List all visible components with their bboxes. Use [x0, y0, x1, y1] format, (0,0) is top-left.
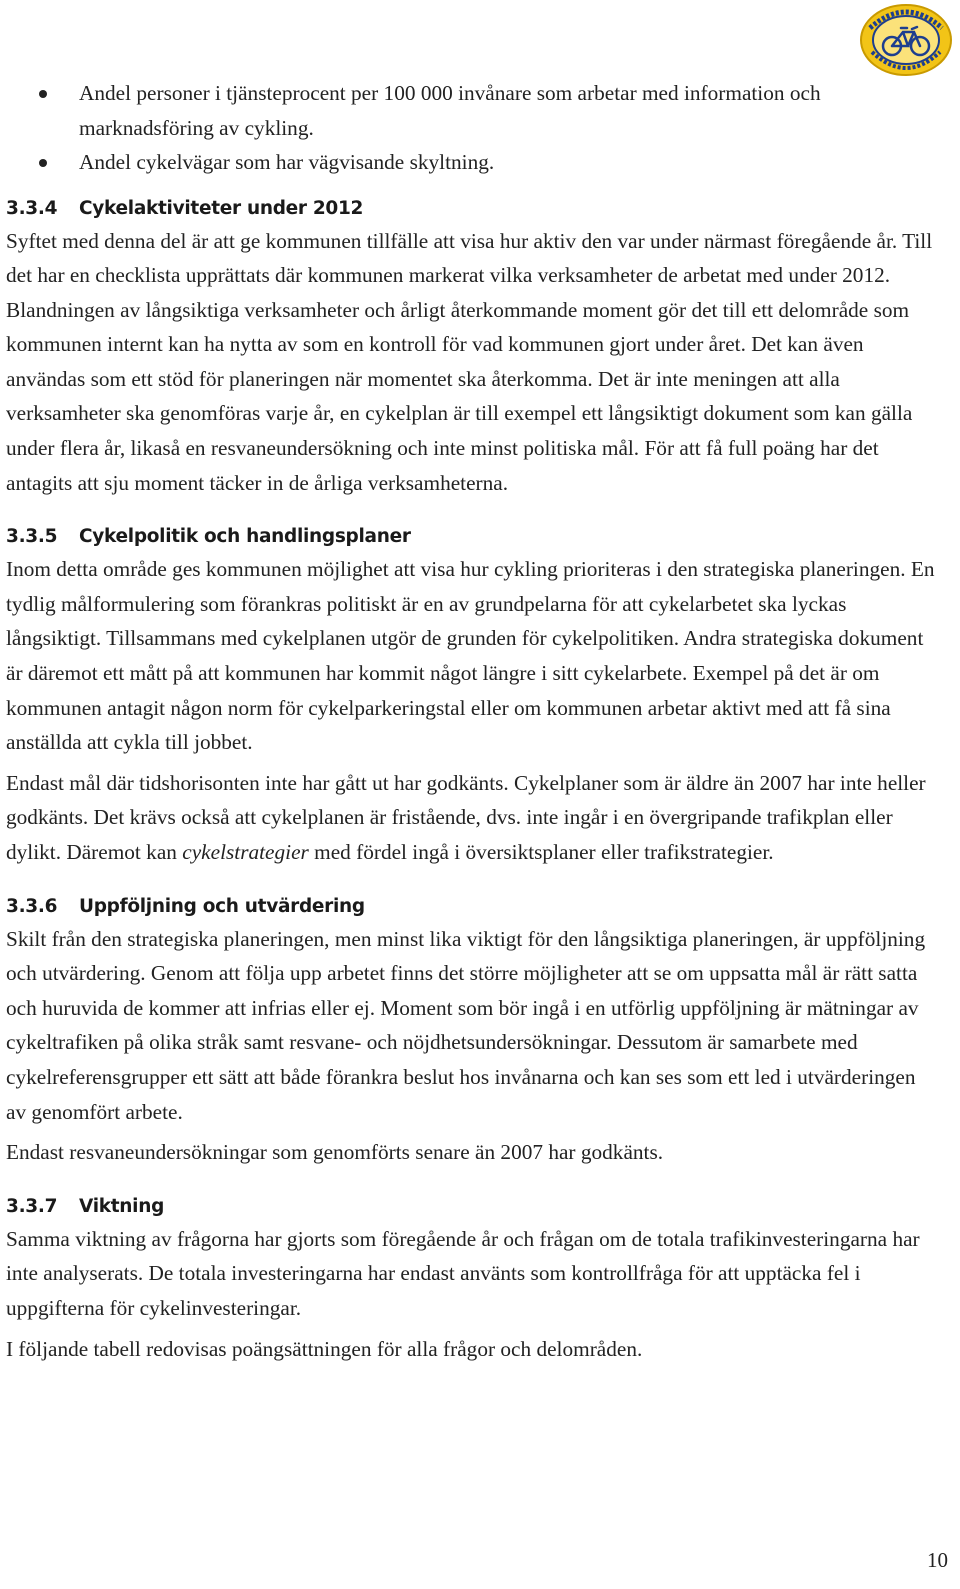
bullet-list	[6, 76, 940, 180]
emphasized-term: cykelstrategier	[182, 840, 309, 864]
paragraph: Inom detta område ges kommunen möjlighet att visa hur cykling prioriteras i den strategiska planeringen. En tydlig målformulering som förankras politiskt är en av grundpelarna för att cykelarbetet ska lyckas långsiktigt. Tillsammans med cykelplanen utgör de grunden för cykelpolitiken. Andra strategiska dokument är däremot ett mått på att kommunen har kommit något längre i sitt cykelarbete. Exempel på det är om kommunen antagit någon norm för cykelparkeringstal eller om kommunen arbetar aktivt med att få sina anställda att cykla till jobbet.	[6, 557, 935, 755]
paragraph: Syftet med denna del är att ge kommunen tillfälle att visa hur aktiv den var under närmast föregående år. Till det har en checklista upprättats där kommunen markerat vilka verksamheter de arbetat med under 2012. Blandningen av långsiktiga verksamheter och årligt återkommande moment gör det till ett delområde som kommunen internt kan ha nytta av som en kontroll för vad kommunen gjort under året. Det kan även användas som ett stöd för planeringen när momentet ska återkomma. Det är inte meningen att alla verksamheter ska genomföras varje år, en cykelplan är till exempel ett långsiktigt dokument som kan gälla under flera år, likaså en resvaneundersökning och inte minst politiska mål. För att få full poäng har det antagits att sju moment täcker in de årliga verksamheterna.	[6, 228, 933, 495]
list-item-text: Andel personer i tjänsteprocent per 100 000 invånare som arbetar med information och marknadsföring av cykling.	[79, 81, 821, 140]
paragraph: Skilt från den strategiska planeringen, men minst lika viktigt för den långsiktiga planeringen, är uppföljning och utvärdering. Genom att följa upp arbetet finns det större möjligheter att se om uppsatta mål är rätt satta och huruvida de kommer att infrias eller ej. Moment som bör ingå i en utförlig uppföljning är mätningar av cykeltrafiken på olika stråk samt resvane- och nöjdhetsundersökningar. Dessutom är samarbete med cykelreferensgrupper ett sätt att både förankra beslut hos invånarna och kan ses som ett led i utvärderingen av genomfört arbete.	[6, 926, 926, 1124]
bullet-icon	[39, 90, 47, 98]
bullet-icon	[39, 159, 47, 167]
paragraph	[6, 766, 940, 870]
section-number: 3.3.4	[6, 197, 58, 219]
section-number: 3.3.6	[6, 895, 58, 917]
section-heading-3-3-5	[6, 523, 940, 551]
paragraph: Samma viktning av frågorna har gjorts som föregående år och frågan om de totala trafikinvesteringarna har inte analyserats. De totala investeringarna har endast använts som kontrollfråga för att upptäcka fel i uppgifterna för cykelinvesteringar.	[6, 1226, 920, 1320]
section-title: Cykelaktiviteter under 2012	[79, 197, 364, 219]
paragraph-text: med fördel ingå i översiktsplaner eller trafikstrategier.	[308, 840, 774, 864]
cykelframjandet-seal-icon	[858, 2, 954, 78]
section-number: 3.3.7	[6, 1195, 58, 1217]
section-heading-3-3-6	[6, 893, 940, 921]
section-heading-3-3-7	[6, 1193, 940, 1221]
section-title: Cykelpolitik och handlingsplaner	[79, 526, 411, 548]
page-number: 10	[927, 1548, 948, 1572]
section-number: 3.3.5	[6, 526, 58, 548]
list-item	[6, 76, 940, 145]
paragraph: I följande tabell redovisas poängsättningen för alla frågor och delområden.	[6, 1336, 643, 1361]
main-content	[6, 76, 940, 1366]
section-heading-3-3-4	[6, 195, 940, 223]
paragraph-text: Endast mål där tidshorisonten inte har gått ut har godkänts. Cykelplaner som är äldre än 2007 har inte heller godkänts. Det krävs också att cykelplanen är fristående, dvs. inte ingår i en övergripande trafikplan eller dylikt. Däremot kan	[6, 770, 926, 864]
list-item-text: Andel cykelvägar som har vägvisande skyltning.	[79, 150, 495, 174]
section-title: Uppföljning och utvärdering	[79, 895, 365, 917]
list-item	[6, 145, 940, 180]
paragraph: Endast resvaneundersökningar som genomförts senare än 2007 har godkänts.	[6, 1140, 664, 1165]
section-title: Viktning	[79, 1195, 165, 1217]
